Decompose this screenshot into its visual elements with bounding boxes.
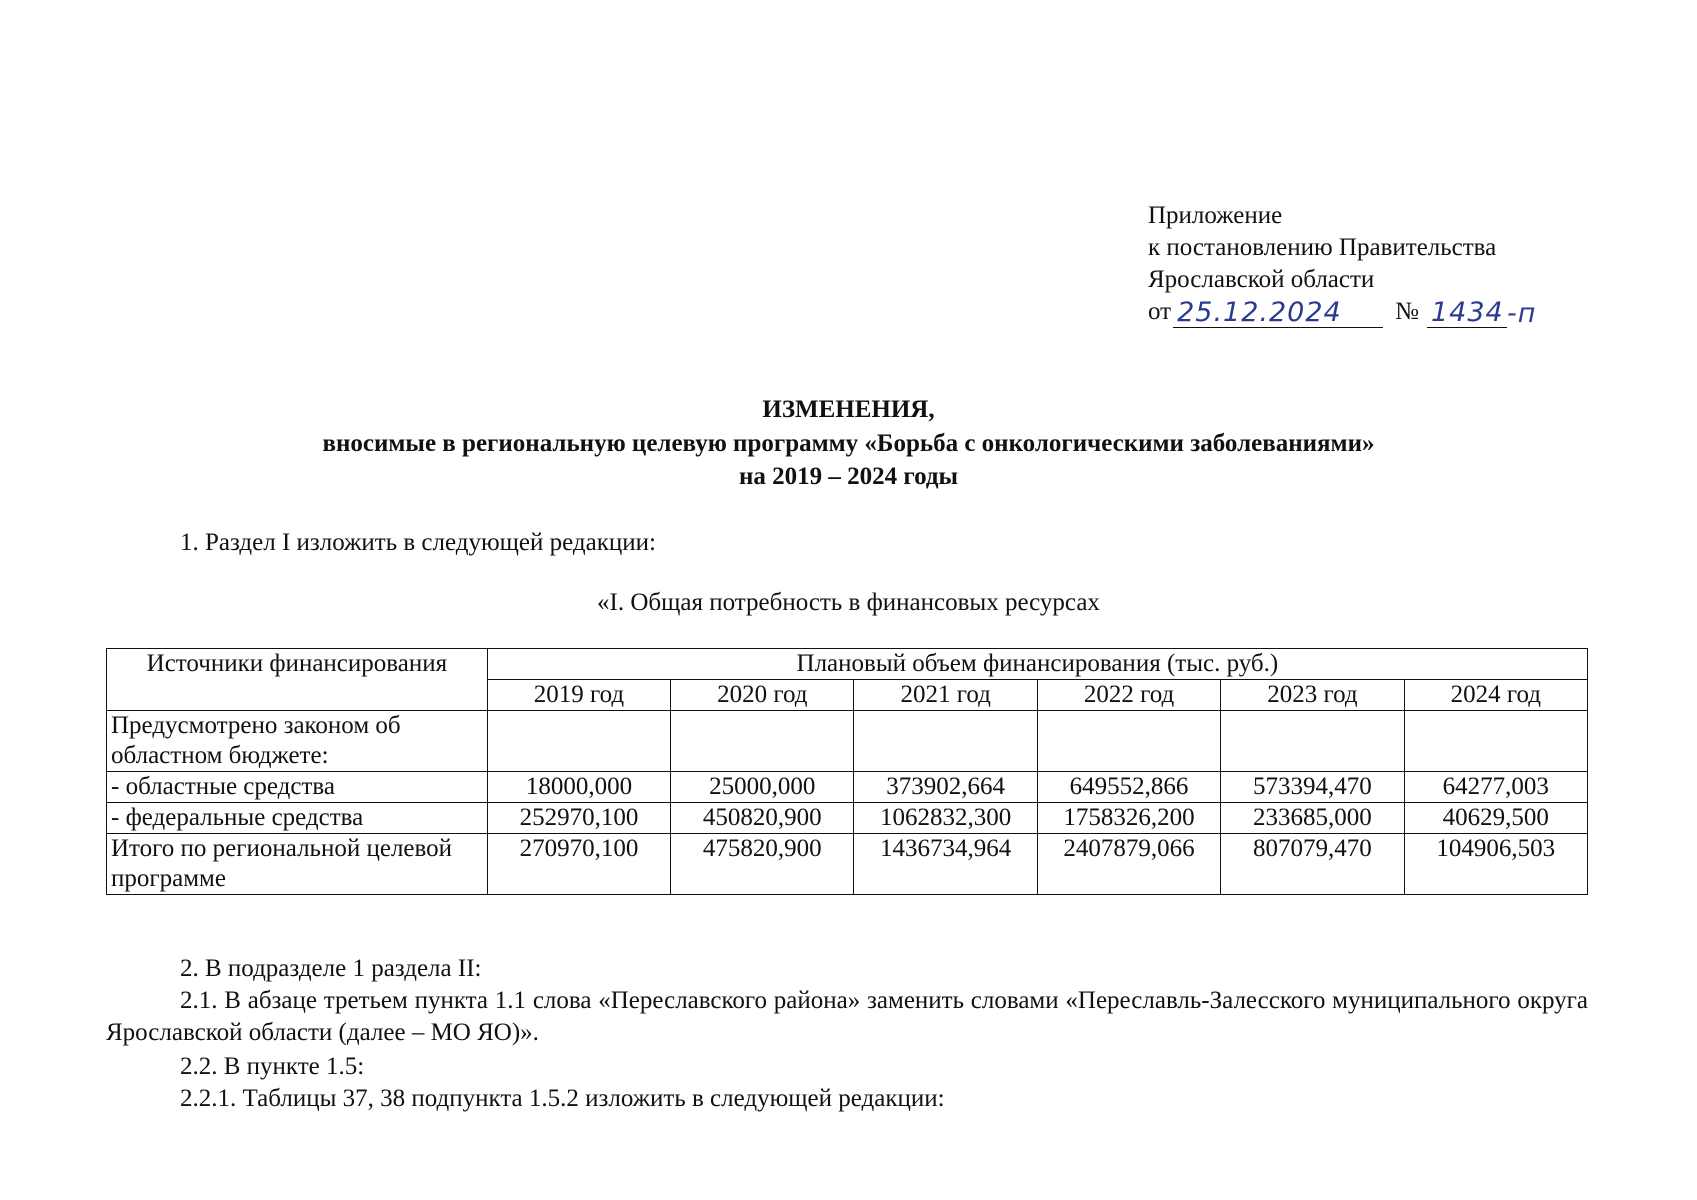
item-2-2-1: 2.2.1. Таблицы 37, 38 подпункта 1.5.2 изложить в следующей редакции: [180, 1085, 945, 1112]
table-cell [1404, 711, 1587, 772]
row-label: - федеральные средства [107, 803, 488, 834]
table-cell: 373902,664 [854, 772, 1037, 803]
table-cell [1221, 711, 1404, 772]
appendix-line-region: Ярославской области [1148, 266, 1375, 293]
from-label: от [1148, 298, 1172, 325]
handwritten-number: 1434 [1427, 299, 1507, 328]
handwritten-number-suffix: -п [1506, 298, 1537, 329]
year-header: 2020 год [671, 680, 854, 711]
table-cell: 1758326,200 [1037, 803, 1220, 834]
table-cell: 573394,470 [1221, 772, 1404, 803]
item-2-1: 2.1. В абзаце третьем пункта 1.1 слова «Переславского района» заменить словами «Переславль-Залесского муниципального округа Ярославской области (далее – МО ЯО)». [106, 987, 1588, 1046]
table-cell: 2407879,066 [1037, 834, 1220, 895]
table-row [107, 803, 1588, 834]
appendix-block [1148, 200, 1536, 328]
appendix-title: Приложение [1148, 202, 1283, 229]
table-cell [854, 711, 1037, 772]
item-1: 1. Раздел I изложить в следующей редакции: [180, 529, 656, 556]
row-label: Предусмотрено законом об областном бюджете: [107, 711, 488, 772]
table-cell: 270970,100 [487, 834, 670, 895]
table-row-total [107, 834, 1588, 895]
table-cell: 64277,003 [1404, 772, 1587, 803]
table-cell [671, 711, 854, 772]
year-header: 2023 год [1221, 680, 1404, 711]
table-cell: 1436734,964 [854, 834, 1037, 895]
year-header: 2019 год [487, 680, 670, 711]
table-caption: «I. Общая потребность в финансовых ресурсах [597, 589, 1100, 616]
item-2: 2. В подразделе 1 раздела II: [180, 955, 482, 982]
volume-header: Плановый объем финансирования (тыс. руб.) [487, 649, 1587, 680]
year-header: 2024 год [1404, 680, 1587, 711]
table-cell: 252970,100 [487, 803, 670, 834]
table-cell [1037, 711, 1220, 772]
table-cell: 450820,900 [671, 803, 854, 834]
table-cell: 18000,000 [487, 772, 670, 803]
year-header: 2021 год [854, 680, 1037, 711]
table-cell: 40629,500 [1404, 803, 1587, 834]
document-period: на 2019 – 2024 годы [738, 463, 959, 490]
number-sign: № [1395, 298, 1419, 325]
table-cell: 104906,503 [1404, 834, 1587, 895]
table-row [107, 772, 1588, 803]
table-header-row [107, 649, 1588, 680]
appendix-date-number-row [1148, 296, 1536, 328]
row-label: - областные средства [107, 772, 488, 803]
table-cell: 233685,000 [1221, 803, 1404, 834]
table-cell: 475820,900 [671, 834, 854, 895]
item-2-2: 2.2. В пункте 1.5: [180, 1053, 365, 1080]
appendix-line-resolution: к постановлению Правительства [1148, 234, 1497, 261]
financing-table [106, 648, 1588, 895]
table-cell: 25000,000 [671, 772, 854, 803]
source-header: Источники финансирования [107, 649, 488, 711]
table-cell: 1062832,300 [854, 803, 1037, 834]
document-subtitle: вносимые в региональную целевую программу «Борьба с онкологическими заболеваниями» [322, 430, 1375, 457]
table-row [107, 711, 1588, 772]
handwritten-date: 25.12.2024 [1173, 299, 1383, 328]
table-cell: 807079,470 [1221, 834, 1404, 895]
document-title: ИЗМЕНЕНИЯ, [762, 396, 935, 423]
row-label: Итого по региональной целевой программе [107, 834, 488, 895]
table-cell: 649552,866 [1037, 772, 1220, 803]
year-header: 2022 год [1037, 680, 1220, 711]
table-cell [487, 711, 670, 772]
